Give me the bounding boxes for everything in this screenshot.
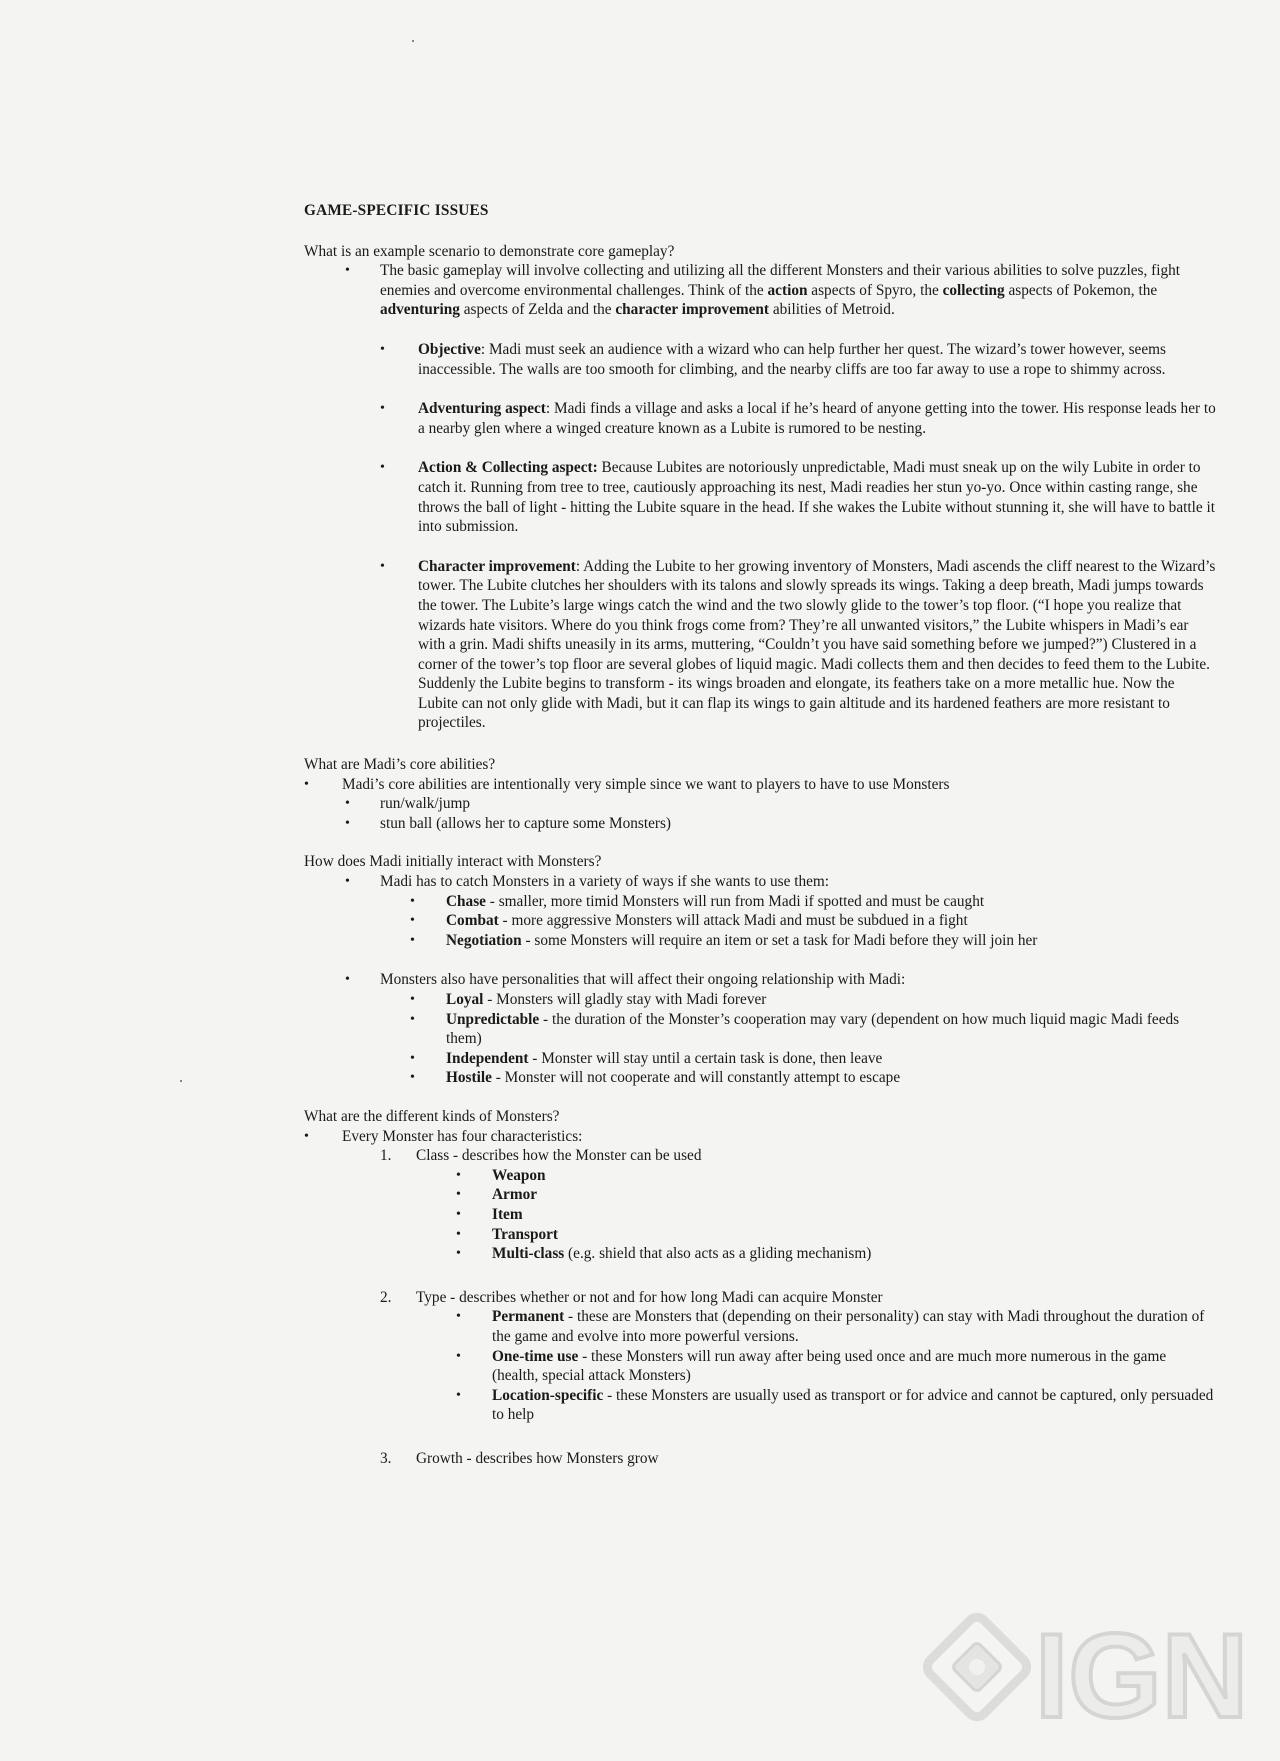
list-item-hostile: • Hostile - Monster will not cooperate and will constantly attempt to escape — [304, 1068, 1216, 1088]
numbered-item-type: 2. Type - describes whether or not and for how long Madi can acquire Monster — [380, 1288, 883, 1306]
list-item-gameplay-intro: • The basic gameplay will involve collecting and utilizing all the different Monsters and their various abilities to solve puzzles, fight enemies and overcome environmental challenges. Think of the action aspects of Spyro, the collecting aspects of Pokemon, the adventuring aspects of Zelda and the character improvement abilities of Metroid. — [304, 261, 1216, 320]
numbered-item-growth: 3. Growth - describes how Monsters grow — [380, 1449, 659, 1467]
question-core-abilities: What are Madi’s core abilities? — [304, 756, 496, 774]
scan-speck — [412, 40, 414, 42]
list-item-one-time-use: • One-time use - these Monsters will run away after being used once and are much more numerous in the game (health, special attack Monsters) — [304, 1347, 1216, 1386]
section-heading: GAME-SPECIFIC ISSUES — [304, 202, 489, 219]
question-core-gameplay: What is an example scenario to demonstrate core gameplay? — [304, 242, 675, 260]
scan-speck — [180, 1080, 182, 1082]
ign-watermark-logo — [917, 1605, 1257, 1729]
list-item-permanent: • Permanent - these are Monsters that (depending on their personality) can stay with Madi throughout the duration of the game and evolve into more powerful versions. — [304, 1307, 1216, 1346]
list-item-class: • Armor — [304, 1185, 1216, 1205]
ign-wordmark: IGN — [1035, 1609, 1249, 1729]
list-item-location-specific: • Location-specific - these Monsters are usually used as transport or for advice and cannot be captured, only persuaded to help — [304, 1386, 1216, 1425]
list-item-adventuring: • Adventuring aspect: Madi finds a village and asks a local if he’s heard of anyone getting into the tower. His response leads her to a nearby glen where a winged creature known as a Lubite is rumored to be nesting. — [304, 399, 1216, 438]
list-item-ability: • run/walk/jump — [304, 794, 1216, 814]
list-item-ability: • stun ball (allows her to capture some Monsters) — [304, 814, 1216, 834]
list-item-class: • Transport — [304, 1225, 1216, 1245]
ign-emblem-icon — [923, 1613, 1030, 1720]
list-item-class: • Weapon — [304, 1166, 1216, 1186]
list-item-four-characteristics: • Every Monster has four characteristics: — [304, 1127, 1216, 1147]
list-item-character-improvement: • Character improvement: Adding the Lubite to her growing inventory of Monsters, Madi ascends the cliff nearest to the Wizard’s tower. The Lubite clutches her shoulders with its talons and slowly spreads its wings. Taking a deep breath, Madi jumps towards the tower. The Lubite’s large wings catch the wind and the two slowly glide to the tower’s top floor. (“I hope you realize that wizards hate visitors. Where do you think frogs come from? They’re all unwanted visitors,” the Lubite whispers in Madi’s ear with a grin. Madi shifts uneasily in its arms, muttering, “Couldn’t you have said something before we jumped?”) Clustered in a corner of the tower’s top floor are several globes of liquid magic. Madi collects them and then decides to feed them to the Lubite. Suddenly the Lubite begins to transform - its wings broaden and elongate, its feathers take on a more metallic hue. Now the Lubite can not only glide with Madi, but it can flap its wings to gain altitude and its hardened feathers are more resistant to projectiles. — [304, 557, 1216, 733]
list-item-core-abilities: • Madi’s core abilities are intentionally very simple since we want to players to have to use Monsters — [304, 775, 1216, 795]
list-item-negotiation: • Negotiation - some Monsters will require an item or set a task for Madi before they will join her — [304, 931, 1216, 951]
list-item-unpredictable: • Unpredictable - the duration of the Monster’s cooperation may vary (dependent on how much liquid magic Madi feeds them) — [304, 1010, 1216, 1049]
list-item-action-collecting: • Action & Collecting aspect: Because Lubites are notoriously unpredictable, Madi must sneak up on the wily Lubite in order to catch it. Running from tree to tree, cautiously approaching its nest, Madi readies her stun yo-yo. Once within casting range, she throws the ball of light - hitting the Lubite square in the head. If she wakes the Lubite without stunning it, she will have to battle it into submission. — [304, 458, 1216, 536]
list-item-independent: • Independent - Monster will stay until a certain task is done, then leave — [304, 1049, 1216, 1069]
question-monster-kinds: What are the different kinds of Monsters? — [304, 1107, 560, 1125]
question-monster-interaction: How does Madi initially interact with Monsters? — [304, 853, 602, 871]
numbered-item-class: 1. Class - describes how the Monster can be used — [380, 1147, 702, 1165]
list-item-catch-monsters: • Madi has to catch Monsters in a variety of ways if she wants to use them: — [304, 872, 1216, 892]
list-item-chase: • Chase - smaller, more timid Monsters will run from Madi if spotted and must be caught — [304, 892, 1216, 912]
list-item-personalities: • Monsters also have personalities that will affect their ongoing relationship with Madi: — [304, 970, 1216, 990]
list-item-class: • Item — [304, 1205, 1216, 1225]
list-item-loyal: • Loyal - Monsters will gladly stay with Madi forever — [304, 990, 1216, 1010]
list-item-objective: • Objective: Madi must seek an audience with a wizard who can help further her quest. The wizard’s tower however, seems inaccessible. The walls are too smooth for climbing, and the nearby cliffs are too far away to use a rope to shimmy across. — [304, 340, 1216, 379]
list-item-combat: • Combat - more aggressive Monsters will attack Madi and must be subdued in a fight — [304, 911, 1216, 931]
document-body — [304, 201, 1216, 1468]
list-item-multi-class: • Multi-class (e.g. shield that also acts as a gliding mechanism) — [304, 1244, 1216, 1264]
